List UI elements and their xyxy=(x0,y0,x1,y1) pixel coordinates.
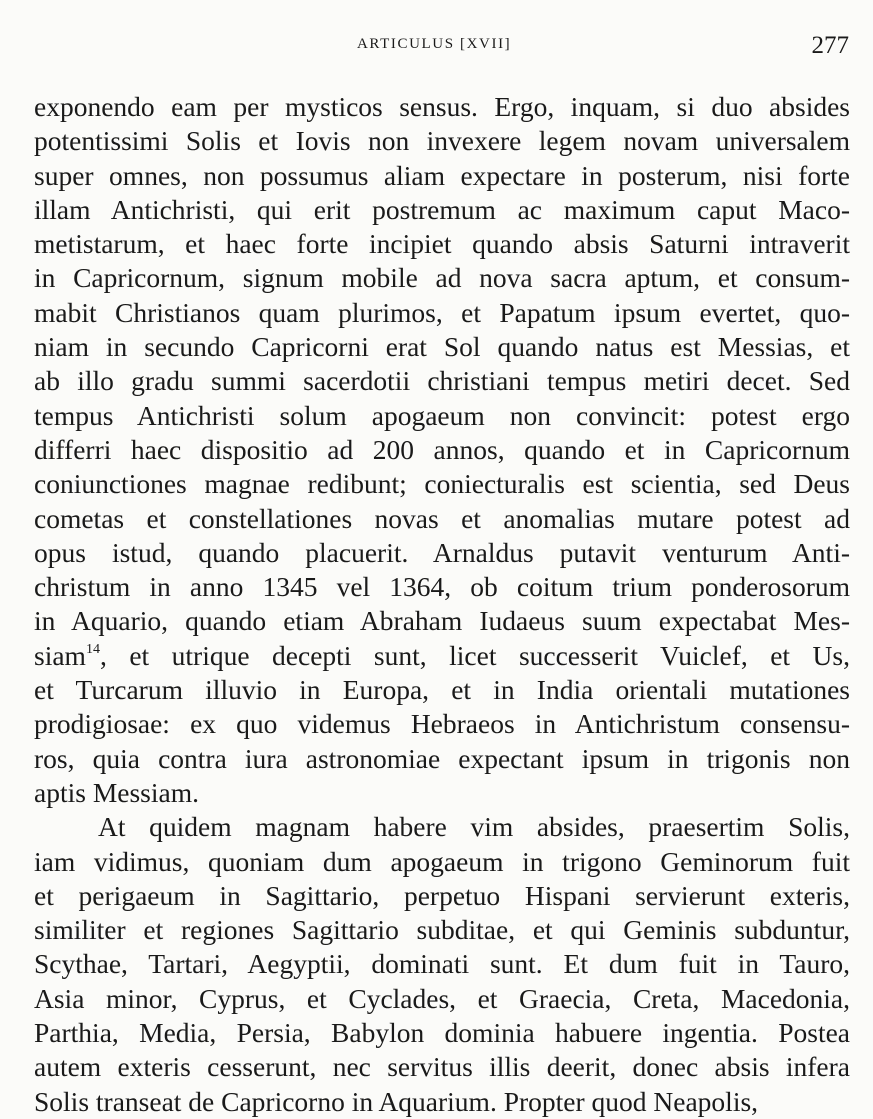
text-line: exponendo eam per mysticos sensus. Ergo, inquam, si duo absides xyxy=(34,91,850,122)
text-line: tempus Antichristi solum apogaeum non convincit: potest ergo xyxy=(34,399,850,431)
text-line: similiter et regiones Sagittario subditae, et qui Geminis subduntur, xyxy=(34,914,850,946)
text-line: illam Antichristi, qui erit postremum ac maximum caput Maco- xyxy=(34,193,850,225)
text-line: cometas et constellationes novas et anomalias mutare potest ad xyxy=(34,502,850,534)
text-line: mabit Christianos quam plurimos, et Papatum ipsum evertet, quo- xyxy=(34,296,850,328)
text-line: ros, quia contra iura astronomiae expectant ipsum in trigonis non xyxy=(34,742,850,774)
text-line: niam in secundo Capricorni erat Sol quando natus est Messias, et xyxy=(34,331,850,363)
text-line: aptis Messiam. xyxy=(34,776,199,808)
running-head: ARTICULUS [XVII] xyxy=(357,36,512,52)
paragraph xyxy=(34,90,850,810)
text-line: potentissimi Solis et Iovis non invexere legem novam universalem xyxy=(34,125,850,157)
text-line: Parthia, Media, Persia, Babylon dominia habuere ingentia. Postea xyxy=(34,1017,850,1049)
text-line: Solis transeat de Capricorno in Aquarium. Propter quod Neapolis, xyxy=(34,1085,759,1117)
text-line: super omnes, non possumus aliam expectare in posterum, nisi forte xyxy=(34,159,850,191)
text-line: siam$^{14}$, et utrique decepti sunt, licet successerit Vuiclef, et Us, xyxy=(34,639,850,671)
text-line: autem exteris cesserunt, nec servitus illis deerit, donec absis infera xyxy=(34,1051,850,1083)
text-line: in Capricornum, signum mobile ad nova sacra aptum, et consum- xyxy=(34,262,850,294)
text-line: iam vidimus, quoniam dum apogaeum in trigono Geminorum fuit xyxy=(34,845,850,877)
text-line: in Aquario, quando etiam Abraham Iudaeus suum expectabat Mes- xyxy=(34,605,850,637)
text-line: opus istud, quando placuerit. Arnaldus putavit venturum Anti- xyxy=(34,536,850,568)
text-line: et Turcarum illuvio in Europa, et in India orientali mutationes xyxy=(34,674,850,706)
text-line: Scythae, Tartari, Aegyptii, dominati sunt. Et dum fuit in Tauro, xyxy=(34,948,850,980)
text-line: prodigiosae: ex quo videmus Hebraeos in Antichristum consensu- xyxy=(34,708,850,740)
text-line: metistarum, et haec forte incipiet quando absis Saturni intraverit xyxy=(34,228,850,260)
text-line: coniunctiones magnae redibunt; coniecturalis est scientia, sed Deus xyxy=(34,468,850,500)
page-number: 277 xyxy=(811,32,849,59)
paragraph xyxy=(34,810,850,1119)
text-line: christum in anno 1345 vel 1364, ob coitum trium ponderosorum xyxy=(34,571,850,603)
text-line: At quidem magnam habere vim absides, praesertim Solis, xyxy=(98,811,850,843)
page-header xyxy=(0,32,873,66)
text-line: ab illo gradu summi sacerdotii christiani tempus metiri decet. Sed xyxy=(34,365,850,397)
text-line: Asia minor, Cyprus, et Cyclades, et Graecia, Creta, Macedonia, xyxy=(34,982,850,1014)
text-line: et perigaeum in Sagittario, perpetuo Hispani servierunt exteris, xyxy=(34,879,850,911)
footnote-marker: 14 xyxy=(85,641,100,657)
text-line: differri haec dispositio ad 200 annos, quando et in Capricornum xyxy=(34,433,850,465)
body-text xyxy=(34,90,850,1119)
